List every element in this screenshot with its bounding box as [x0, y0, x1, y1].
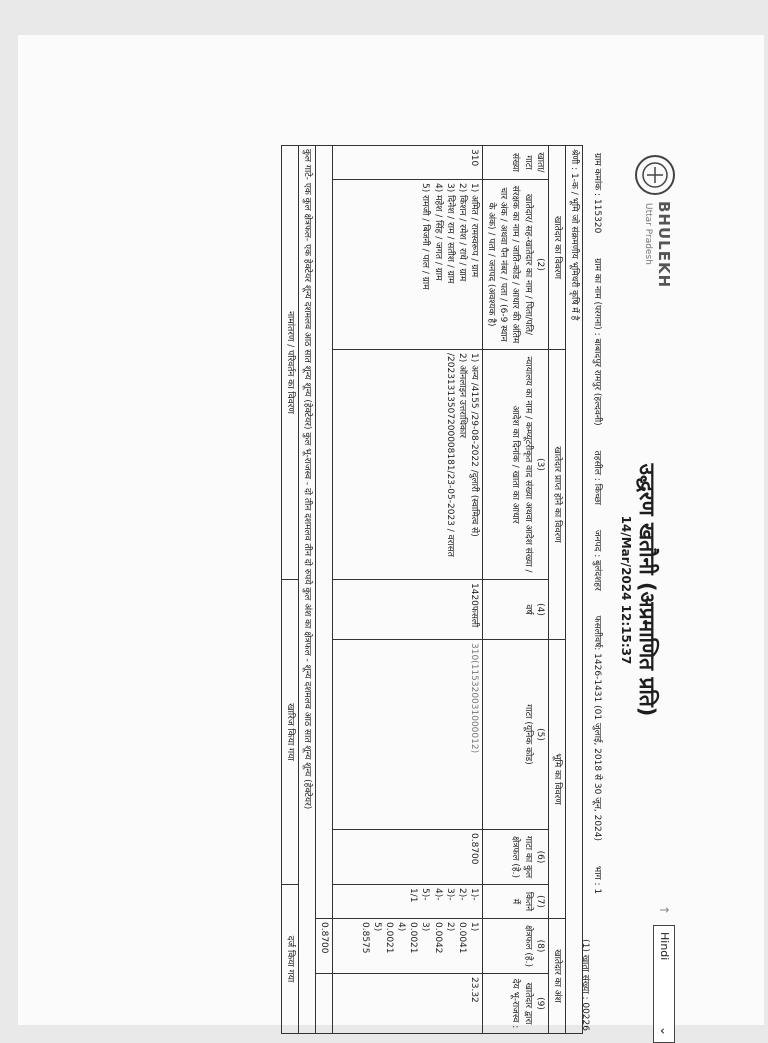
share-line: 4)- [432, 888, 443, 901]
language-select[interactable] [653, 925, 675, 1043]
owner-line: 5) रामजी / बिजनी / पाल / ग्राम [420, 183, 431, 290]
khatauni-table [281, 145, 583, 1034]
share-line: 3)- [444, 888, 455, 901]
order-cell: 1) अन्य /4155 /29-08-2022 /दुलारी (स्वामित्व से) 2) ऑनलाइन उत्तराधिकार /20231313507200008181/23-05-2023 / वरासत [333, 350, 483, 580]
column-header: (9) खातेदार द्वारा देय भू-राजस्व : [483, 974, 549, 1034]
total-row [315, 146, 332, 1034]
owner-line: 2) किशन / रमेश / राधे / ग्राम [456, 183, 467, 282]
share-area-cell [333, 919, 483, 974]
share-area-line: 1) [469, 922, 480, 932]
share-area-line: 4) [396, 922, 407, 932]
share-area-line: 2) [444, 922, 455, 932]
document-page [18, 35, 764, 1036]
share-area-line: 0.0021 [384, 922, 395, 954]
gata-cell: 310(115320031000012) [333, 640, 483, 830]
khata-number: (1) खाता संख्या : 00226 [580, 939, 590, 1031]
village-name: ग्राम का नाम (परगना) : बाबादपुर रामपुर (हल्दवनी) [592, 258, 602, 426]
group-header: खातेदार का अंश [548, 919, 565, 1034]
owner-line: 1) अमित / रामस्वरूप / ग्राम [469, 183, 480, 278]
column-header: (6) गाटा का कुल क्षेत्रफल (हे.) [483, 830, 549, 885]
district: जनपद : बुलंदशहर [592, 529, 602, 591]
share-line: 1)- [469, 888, 480, 901]
footer-row [281, 146, 298, 1034]
footer-cell: खारिज किया गया [281, 580, 298, 885]
share-area-line: 0.0021 [408, 922, 419, 954]
column-header: (8) क्षेत्रफल (हे.) [483, 919, 549, 974]
table-row [333, 146, 483, 1034]
owner-line: 3) दिनेश / राम / सतीश / ग्राम [444, 183, 455, 284]
column-header: (4) वर्ष [483, 580, 549, 640]
meta-line [592, 153, 605, 1033]
total-area: 0.8700 [315, 919, 332, 974]
rotated-document [143, 145, 683, 1035]
brand-name: BHULEKH [655, 201, 673, 289]
column-header: (2) खातेदार/ सह-खातेदार का नाम / पिता/पति/संरक्षक का नाम / जाति-कोड / आधार की अंतिम चार अंक / अथवा पैन नंबर / पता / (6-9 स्थान के अंक) / पता / जनपद (अवश्यक है) [483, 180, 549, 350]
summary-row [298, 146, 315, 1034]
group-header-row [548, 146, 565, 1034]
owners-cell [333, 180, 483, 350]
share-line: 5)- [420, 888, 431, 901]
year-cell: 1420फसली [333, 580, 483, 640]
tehsil: तहसील : किच्छा [592, 450, 602, 505]
group-header: खातेदार का विवरण [548, 146, 565, 350]
share-area-line: 0.0041 [456, 922, 467, 954]
chevron-down-icon: ⌄ [658, 1025, 672, 1036]
shares-cell [333, 885, 483, 919]
share-area-line: 3) [420, 922, 431, 932]
group-header: खातेदार प्राप्त होने का विवरण [548, 350, 565, 640]
column-header: (3) न्यायालय का नाम / कम्प्यूटरीकृत वाद संख्या अथवा आदेश संख्या / आदेश का दिनांक / खाता का आधार [483, 350, 549, 580]
footer-cell: नामांतरण / परिवर्तन का विवरण [281, 146, 298, 580]
language-value: Hindi [658, 932, 671, 961]
category-note: श्रेणी : 1-क / भूमि जो संक्रमणीय भूमिधरी कृषि में है [565, 146, 582, 1034]
footer-cell: दर्ज किया गया [281, 885, 298, 1034]
fasli-year: फसलीवर्ष: 1426-1431 (01 जुलाई, 2018 से 30 जून, 2024) [592, 615, 602, 842]
khata-cell: 310 [333, 146, 483, 180]
share-area-line: 0.0042 [432, 922, 443, 954]
share-area-line: 0.8575 [359, 922, 370, 954]
up-arrow-icon: ↑ [657, 904, 671, 915]
brand-subtitle: Uttar Pradesh [643, 203, 653, 265]
share-area-line: 5) [371, 922, 382, 932]
part: भाग : 1 [592, 865, 602, 895]
village-code: ग्राम कमांक : 115320 [592, 153, 602, 234]
document-header [580, 145, 683, 1036]
column-header: खाता/ गाटा संख्या [483, 146, 549, 180]
total-area-cell: 0.8700 [333, 830, 483, 885]
column-header-row [483, 146, 549, 1034]
column-header: (5) गाटा (यूनिक कोड) [483, 640, 549, 830]
summary-text: कुल गाटे- एक कुल क्षेत्रफल- एक हेक्टेयर शून्य दशमलव आठ सात शून्य शून्य (हेक्टेयर) कुल भू-राजस्व - दो तीन दशमलव तीन दो रुपये कुल अंश का क्षेत्रफल - शून्य दशमलव आठ सात शून्य शून्य (हेक्टेयर) [298, 146, 315, 1034]
share-line: 2)- [456, 888, 467, 901]
category-row [565, 146, 582, 1034]
group-header: भूमि का विवरण [548, 640, 565, 919]
timestamp: 14/Mar/2024 12:15:37 [619, 515, 633, 665]
owner-line: 4) महेश / सिंह / जगत / ग्राम [432, 183, 443, 281]
revenue-cell: 23.32 [333, 974, 483, 1034]
column-header: (7) कितने में [483, 885, 549, 919]
page-title: उद्धरण खतौनी (अप्रमाणित प्रति) [635, 463, 659, 717]
share-line: 1/1 [408, 888, 419, 903]
